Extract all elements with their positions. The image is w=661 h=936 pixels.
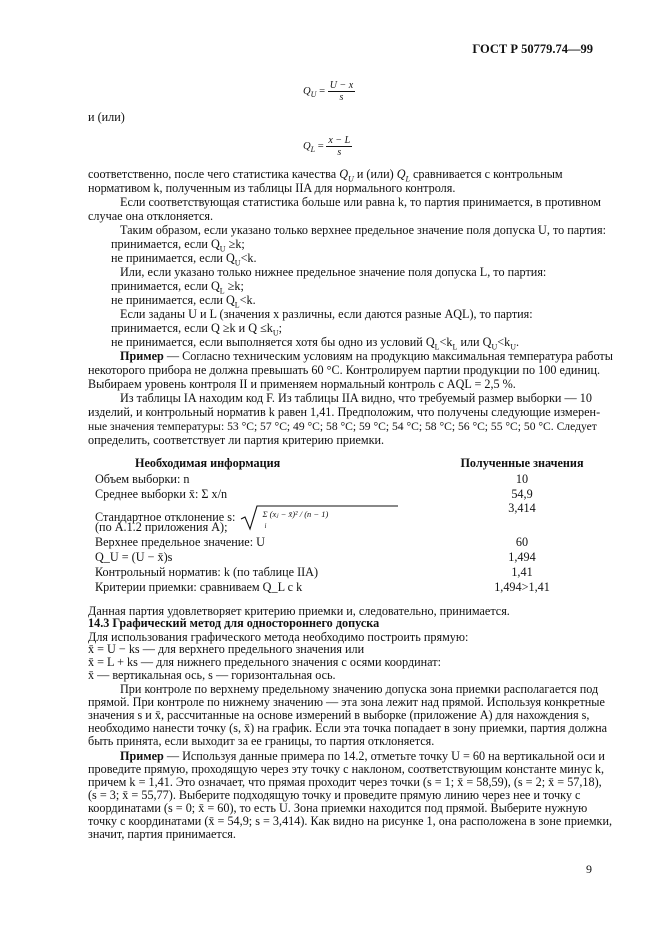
paragraph-statistic: соответственно, после чего статистика качества $Q_U$ и (или) $Q_L$ сравнивается с контрольным	[88, 167, 563, 184]
table-row: Верхнее предельное значение: U 60	[95, 535, 529, 549]
table-row: Q_U = (U − x̄)s 1,494	[95, 550, 536, 564]
example1-line6: ные значения температуры: 53 °C; 57 °C; 49 °C; 58 °C; 59 °C; 54 °C; 58 °C; 56 °C; 55 °C; 50 °C. Следует	[88, 420, 597, 433]
example2-line7: значит, партия принимается.	[88, 827, 236, 841]
example2-line1: Пример — Используя данные примера по 14.2, отметьте точку U = 60 на вертикальной оси и	[120, 749, 605, 763]
paragraph-upper-only: Таким образом, если указано только верхнее предельное значение поля допуска U, то партия:	[120, 223, 606, 237]
example1-line2: некоторого прибора не должна превышать 60 °C. Контролируем партии продукции по 100 единиц.	[88, 363, 601, 377]
table-row: Среднее выборки x̄: Σ x/n 54,9	[95, 487, 533, 501]
page-number: 9	[586, 862, 592, 876]
graph-line2: x̄ = U − ks — для верхнего предельного значения или	[88, 642, 365, 656]
example2-line3: причем k = 1,41. Это означает, что прямая проходит через точки (s = 1; x̄ = 58,59), (s = 2; x̄ = 57,18),	[88, 775, 602, 789]
example1-line4: Из таблицы IA находим код F. Из таблицы IIA видно, что требуемый размер выборки — 10	[120, 391, 592, 405]
example1-label: Пример	[120, 349, 164, 363]
rule-both-reject: не принимается, если выполняется хотя бы одно из условий $Q_L<k_L$ или $Q_U<k_U$.	[111, 335, 520, 352]
example2-line2: проведите прямую, проходящую через эту точку с наклоном, соответствующим константе минус k,	[88, 762, 605, 776]
table-row: Критерии приемки: сравниваем Q_L с k 1,494>1,41	[95, 580, 550, 594]
formula-qu: $Q_U$ = $\frac{U - x}{s}$	[303, 80, 354, 103]
rule-lower-accept: принимается, если $Q_L \ge k$;	[111, 279, 244, 296]
graph-line4: x̄ — вертикальная ось, s — горизонтальная ось.	[88, 668, 336, 682]
graph-line1: Для использования графического метода необходимо построить прямую:	[88, 630, 469, 644]
paragraph-accept-rule-line2: случае она отклоняется.	[88, 209, 214, 223]
data-table	[95, 457, 595, 597]
conclusion-text: Данная партия удовлетворяет критерию приемки и, следовательно, принимается.	[88, 604, 510, 618]
paragraph-statistic-line2: нормативом k, полученным из таблицы IIA для нормального контроля.	[88, 181, 456, 195]
example1-line7: определить, соответствует ли партия критерию приемки.	[88, 433, 385, 447]
graph-para-line1: При контроле по верхнему предельному значению допуска зона приемки располагается под	[120, 682, 599, 696]
sqrt-formula: Σ (xⱼ − x̄)² / (n − 1) i	[240, 505, 400, 531]
example1-line3: Выбираем уровень контроля II и применяем нормальный контроль с AQL = 2,5 %.	[88, 377, 516, 391]
paragraph-accept-rule: Если соответствующая статистика больше или равна k, то партия принимается, в противном	[120, 195, 601, 209]
example2-line5: координатами (s = 0; x̄ = 60), то есть U. Зона приемки находится под прямой. Выберите нужную	[88, 801, 588, 815]
graph-para-line3: значения s и x̄, рассчитанные на основе измерений в выборке (приложение А) для нахождения s,	[88, 708, 590, 722]
document-header: ГОСТ Р 50779.74—99	[472, 42, 593, 56]
example2-line4: (s = 3; x̄ = 55,77). Выберите подходящую точку и проведите прямую линию через нее и точку с	[88, 788, 581, 802]
paragraph-both-limits: Если заданы U и L (значения x различны, если даются разные AQL), то партия:	[120, 307, 533, 321]
rule-lower-reject: не принимается, если $Q_L<k$.	[111, 293, 256, 310]
example1-line1: Пример — Согласно техническим условиям на продукцию максимальная температура работы	[120, 349, 613, 363]
rule-upper-reject: не принимается, если $Q_U<k$.	[111, 251, 257, 268]
example1-line5: изделий, и контрольный норматив k равен 1,41. Предположим, что получены следующие измерен-	[88, 405, 601, 419]
example2-line6: точку с координатами (x̄ = 54,9; s = 3,414). Как видно на рисунке 1, она расположена в зоне приемки,	[88, 814, 613, 828]
and-or-text: и (или)	[88, 110, 125, 124]
section-title: 14.3 Графический метод для одностороннего допуска	[88, 616, 380, 630]
table-header: Необходимая информация Полученные значения	[135, 456, 584, 470]
table-row: Объем выборки: n 10	[95, 472, 529, 486]
paragraph-lower-only: Или, если указано только нижнее предельное значение поля допуска L, то партия:	[120, 265, 547, 279]
rule-upper-accept: принимается, если $Q_U \ge k$;	[111, 237, 245, 254]
graph-para-line2: прямой. При контроле по нижнему значению — эта зона лежит над прямой. Используя конкретные	[88, 695, 605, 709]
table-row: Контрольный норматив: k (по таблице IIA) 1,41	[95, 565, 533, 579]
graph-line3: x̄ = L + ks — для нижнего предельного значения с осями координат:	[88, 655, 441, 669]
example2-label: Пример	[120, 749, 164, 763]
rule-both-accept: принимается, если Q ≥k и $Q \le k_U$;	[111, 321, 283, 338]
formula-ql: $Q_L$ = $\frac{x - L}{s}$	[303, 135, 351, 158]
table-row: Стандартное отклонение s: Σ (xⱼ − x̄)² / (n − 1) i 3,414	[95, 501, 536, 530]
graph-para-line5: быть принята, если выходит за ее границы, то партия отклоняется.	[88, 734, 435, 748]
graph-para-line4: необходимо нанести точку (s, x̄) на график. Если эта точка попадает в зону приемки, партия должна	[88, 721, 608, 735]
table-row: (по А.1.2 приложения А);	[95, 520, 228, 534]
